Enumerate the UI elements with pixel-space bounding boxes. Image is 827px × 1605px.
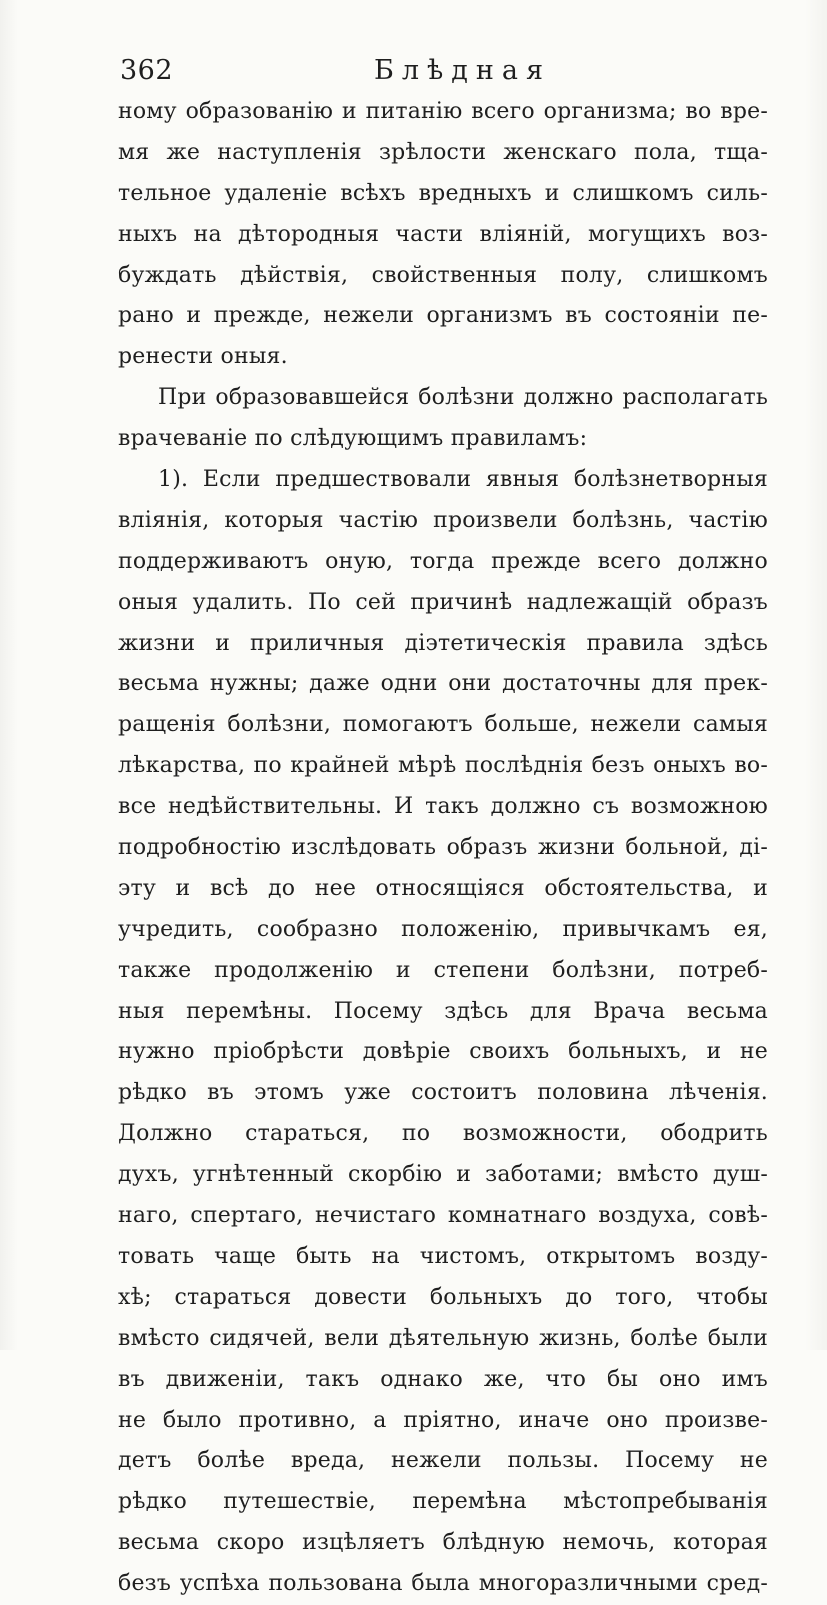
text-line: нужно пріобрѣсти довѣріе своихъ больныхъ, и не [118, 1039, 768, 1065]
text-line: рано и прежде, нежели организмъ въ состояніи пе- [118, 303, 768, 329]
text-line: вмѣсто сидячей, вели дѣятельную жизнь, болѣе были [118, 1325, 768, 1351]
text-line: также продолженію и степени болѣзни, потреб- [118, 957, 768, 983]
text-line: эту и всѣ до нее относящіяся обстоятельства, и [118, 875, 768, 901]
text-line: детъ болѣе вреда, нежели пользы. Посему не [118, 1448, 768, 1474]
text-line: врачеваніе по слѣдующимъ правиламъ: [118, 426, 588, 452]
text-line: мя же наступленія зрѣлости женскаго пола, тща- [118, 139, 768, 165]
text-line: наго, спертаго, нечистаго комнатнаго воздуха, совѣ- [118, 1203, 768, 1229]
text-line: въ движеніи, такъ однако же, что бы оно имъ [118, 1366, 768, 1392]
text-line: При образовавшейся болѣзни должно располагать [158, 385, 768, 411]
page-number: 362 [120, 55, 174, 86]
text-line: вліянія, которыя частію произвели болѣзнь, частію [118, 507, 768, 533]
text-line: оныя удалить. По сей причинѣ надлежащій образъ [118, 589, 768, 615]
text-line: ренести оныя. [118, 344, 288, 370]
text-line: подробностію изслѣдовать образъ жизни больной, ді- [118, 835, 768, 861]
text-line: все недѣйствительны. И такъ должно съ возможною [118, 794, 768, 820]
text-line: ращенія болѣзни, помогаютъ больше, нежели самыя [118, 712, 768, 738]
text-line: товать чаще быть на чистомъ, открытомъ возду- [118, 1243, 768, 1269]
text-line: тельное удаленіе всѣхъ вредныхъ и слишкомъ силь- [118, 180, 768, 206]
text-line: жизни и приличныя діэтетическія правила здѣсь [118, 630, 768, 656]
text-line: рѣдко путешествіе, перемѣна мѣстопребыванія [118, 1489, 768, 1515]
text-line: хѣ; стараться довести больныхъ до того, чтобы [118, 1284, 768, 1310]
running-title: Блѣдная [374, 55, 552, 86]
text-line: безъ успѣха пользована была многоразличными сред- [118, 1571, 768, 1597]
text-line: поддерживаютъ оную, тогда прежде всего должно [118, 548, 768, 574]
text-line: ному образованію и питанію всего организма; во вре- [118, 99, 768, 124]
text-line: учредить, сообразно положенію, привычкамъ ея, [118, 916, 768, 942]
text-line: лѣкарства, по крайней мѣрѣ послѣднія безъ оныхъ во- [118, 753, 768, 779]
text-line: не было противно, а пріятно, иначе оно произве- [118, 1407, 768, 1433]
text-line: ныя перемѣны. Посему здѣсь для Врача весьма [118, 998, 768, 1024]
text-line: ныхъ на дѣтородныя части вліяній, могущихъ воз- [118, 221, 768, 247]
text-line: буждать дѣйствія, свойственныя полу, слишкомъ [118, 262, 768, 288]
text-line: весьма скоро изцѣляетъ блѣдную немочь, которая [118, 1530, 768, 1556]
text-line: 1). Если предшествовали явныя болѣзнетворныя [158, 467, 768, 493]
text-line: весьма нужны; даже одни они достаточны для прек- [118, 671, 768, 697]
text-line: рѣдко въ этомъ уже состоитъ половина лѣченія. [118, 1080, 768, 1106]
body-text [118, 92, 768, 1605]
text-line: Должно стараться, по возможности, ободрить [118, 1121, 768, 1147]
text-line: духъ, угнѣтенный скорбію и заботами; вмѣсто душ- [118, 1162, 768, 1188]
page-header [120, 55, 770, 91]
